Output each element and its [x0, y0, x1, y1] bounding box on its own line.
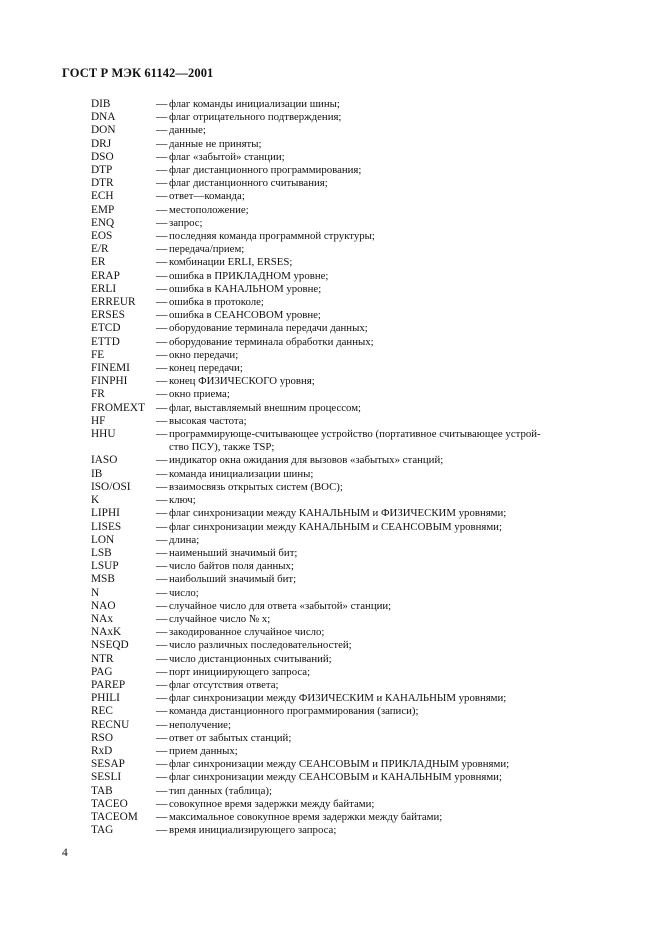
abbreviation-entry	[91, 230, 611, 243]
entry-dash: —	[156, 639, 168, 652]
abbreviation-term: DRJ	[91, 137, 112, 150]
abbreviation-term: ISO/OSI	[91, 480, 131, 493]
abbreviation-definition: комбинации ERLI, ERSES;	[169, 256, 293, 269]
abbreviation-entry	[91, 613, 611, 626]
abbreviation-term: LSB	[91, 546, 112, 559]
entry-dash: —	[156, 243, 168, 256]
abbreviation-entry	[91, 626, 611, 639]
page-header: ГОСТ Р МЭК 61142—2001	[62, 66, 214, 80]
entry-dash: —	[156, 150, 168, 163]
abbreviation-definition: число;	[169, 586, 199, 599]
abbreviation-definition: запрос;	[169, 216, 203, 229]
abbreviation-term: ECH	[91, 190, 114, 203]
abbreviation-term: SESLI	[91, 771, 122, 784]
entry-dash: —	[156, 824, 168, 837]
abbreviation-term: TAG	[91, 824, 114, 837]
abbreviation-term: NAx	[91, 612, 113, 625]
entry-dash: —	[156, 573, 168, 586]
abbreviation-definition: наименьший значимый бит;	[169, 546, 298, 559]
abbreviation-entry	[91, 190, 611, 203]
abbreviation-term: PAREP	[91, 678, 126, 691]
abbreviation-entry	[91, 785, 611, 798]
entry-dash: —	[156, 309, 168, 322]
abbreviation-term: ETCD	[91, 322, 121, 335]
abbreviation-term: LISES	[91, 520, 122, 533]
entry-dash: —	[156, 388, 168, 401]
abbreviation-definition: случайное число для ответа «забытой» станции;	[169, 599, 392, 612]
abbreviation-entry	[91, 151, 611, 164]
abbreviation-entry	[91, 454, 611, 467]
abbreviation-term: ER	[91, 256, 106, 269]
abbreviation-entry	[91, 336, 611, 349]
abbreviation-term: HF	[91, 414, 106, 427]
abbreviation-definition: ошибка в КАНАЛЬНОМ уровне;	[169, 282, 322, 295]
abbreviation-entry	[91, 824, 611, 837]
abbreviation-term: FINEMI	[91, 362, 130, 375]
abbreviation-definition: ошибка в протоколе;	[169, 296, 264, 309]
entry-dash: —	[156, 744, 168, 757]
abbreviation-definition: флаг «забытой» станции;	[169, 150, 285, 163]
entry-dash: —	[156, 692, 168, 705]
abbreviation-entry	[91, 481, 611, 494]
entry-dash: —	[156, 203, 168, 216]
abbreviation-term: NAxK	[91, 626, 122, 639]
abbreviation-term: IASO	[91, 454, 118, 467]
abbreviation-entry	[91, 204, 611, 217]
entry-dash: —	[156, 731, 168, 744]
abbreviation-term: E/R	[91, 243, 109, 256]
abbreviation-definition: конец передачи;	[169, 362, 243, 375]
abbreviation-entry	[91, 653, 611, 666]
abbreviation-entry	[91, 164, 611, 177]
abbreviation-definition: число байтов поля данных;	[169, 560, 294, 573]
entry-dash: —	[156, 758, 168, 771]
abbreviation-entry	[91, 468, 611, 481]
abbreviation-term: DSO	[91, 150, 114, 163]
abbreviation-definition: оборудование терминала обработки данных;	[169, 335, 374, 348]
abbreviation-entry	[91, 798, 611, 811]
abbreviation-entry	[91, 560, 611, 573]
entry-dash: —	[156, 626, 168, 639]
entry-dash: —	[156, 414, 168, 427]
abbreviation-term: IB	[91, 467, 103, 480]
entry-dash: —	[156, 124, 168, 137]
entry-dash: —	[156, 652, 168, 665]
entry-dash: —	[156, 164, 168, 177]
abbreviation-definition: команда инициализации шины;	[169, 467, 314, 480]
abbreviation-entry	[91, 322, 611, 335]
abbreviation-entry	[91, 666, 611, 679]
abbreviation-definition: данные не приняты;	[169, 137, 262, 150]
abbreviation-definition: высокая частота;	[169, 414, 247, 427]
abbreviation-entry	[91, 375, 611, 388]
entry-dash: —	[156, 771, 168, 784]
abbreviation-entry	[91, 719, 611, 732]
abbreviation-list	[91, 98, 611, 837]
abbreviation-definition: флаг синхронизации между ФИЗИЧЕСКИМ и КАНАЛЬНЫМ уровнями;	[169, 692, 507, 705]
entry-dash: —	[156, 678, 168, 691]
abbreviation-definition: окно приема;	[169, 388, 230, 401]
entry-dash: —	[156, 362, 168, 375]
abbreviation-term: EOS	[91, 230, 113, 243]
abbreviation-term: SESAP	[91, 758, 125, 771]
entry-dash: —	[156, 322, 168, 335]
entry-dash: —	[156, 335, 168, 348]
abbreviation-entry	[91, 283, 611, 296]
abbreviation-term: K	[91, 494, 100, 507]
abbreviation-definition: время инициализирующего запроса;	[169, 824, 337, 837]
abbreviation-entry	[91, 692, 611, 705]
abbreviation-term: RECNU	[91, 718, 130, 731]
abbreviation-term: LSUP	[91, 560, 119, 573]
abbreviation-definition: программирующе-считывающее устройство (портативное считывающее устрой-	[169, 428, 541, 441]
abbreviation-entry	[91, 811, 611, 824]
abbreviation-term: TACEOM	[91, 810, 138, 823]
abbreviation-term: RSO	[91, 731, 113, 744]
abbreviation-term: ETTD	[91, 335, 120, 348]
abbreviation-term: ERSES	[91, 309, 125, 322]
entry-dash: —	[156, 586, 168, 599]
abbreviation-term: TACEO	[91, 797, 128, 810]
abbreviation-definition: флаг синхронизации между КАНАЛЬНЫМ и СЕАНСОВЫМ уровнями;	[169, 520, 502, 533]
abbreviation-term: ENQ	[91, 216, 115, 229]
abbreviation-definition: флаг синхронизации между КАНАЛЬНЫМ и ФИЗИЧЕСКИМ уровнями;	[169, 507, 507, 520]
abbreviation-term: FINPHI	[91, 375, 128, 388]
abbreviation-term: ERLI	[91, 282, 117, 295]
abbreviation-entry	[91, 111, 611, 124]
entry-dash: —	[156, 230, 168, 243]
abbreviation-definition: случайное число № x;	[169, 612, 271, 625]
page-number: 4	[62, 847, 68, 859]
entry-dash: —	[156, 256, 168, 269]
abbreviation-definition: флаг команды инициализации шины;	[169, 98, 340, 110]
abbreviation-term: ERREUR	[91, 296, 136, 309]
abbreviation-definition: ошибка в СЕАНСОВОМ уровне;	[169, 309, 321, 322]
abbreviation-definition: флаг, выставляемый внешним процессом;	[169, 401, 362, 414]
abbreviation-definition: длина;	[169, 533, 200, 546]
entry-dash: —	[156, 705, 168, 718]
abbreviation-term: TAB	[91, 784, 113, 797]
abbreviation-entry	[91, 771, 611, 784]
abbreviation-definition: флаг отрицательного подтверждения;	[169, 111, 342, 124]
abbreviation-term: EMP	[91, 203, 115, 216]
abbreviation-entry	[91, 177, 611, 190]
abbreviation-entry	[91, 296, 611, 309]
abbreviation-definition: ответ—команда;	[169, 190, 245, 203]
abbreviation-entry	[91, 639, 611, 652]
abbreviation-term: NSEQD	[91, 639, 129, 652]
abbreviation-definition: ключ;	[169, 494, 196, 507]
abbreviation-term: PAG	[91, 665, 113, 678]
abbreviation-term: DNA	[91, 111, 116, 124]
abbreviation-entry	[91, 745, 611, 758]
abbreviation-entry	[91, 534, 611, 547]
entry-dash: —	[156, 137, 168, 150]
abbreviation-term: MSB	[91, 573, 115, 586]
entry-dash: —	[156, 533, 168, 546]
entry-dash: —	[156, 428, 168, 441]
abbreviation-definition: ошибка в ПРИКЛАДНОМ уровне;	[169, 269, 329, 282]
abbreviation-definition: конец ФИЗИЧЕСКОГО уровня;	[169, 375, 315, 388]
abbreviation-entry	[91, 428, 611, 441]
abbreviation-term: LIPHI	[91, 507, 120, 520]
abbreviation-entry	[91, 124, 611, 137]
abbreviation-entry	[91, 573, 611, 586]
entry-dash: —	[156, 216, 168, 229]
entry-dash: —	[156, 348, 168, 361]
entry-dash: —	[156, 520, 168, 533]
abbreviation-entry	[91, 732, 611, 745]
abbreviation-definition: флаг отсутствия ответа;	[169, 678, 279, 691]
entry-dash: —	[156, 177, 168, 190]
abbreviation-entry	[91, 138, 611, 151]
abbreviation-entry	[91, 243, 611, 256]
abbreviation-entry	[91, 309, 611, 322]
entry-dash: —	[156, 111, 168, 124]
abbreviation-entry	[91, 600, 611, 613]
entry-dash: —	[156, 560, 168, 573]
abbreviation-definition: флаг дистанционного программирования;	[169, 164, 362, 177]
abbreviation-definition: прием данных;	[169, 744, 238, 757]
abbreviation-definition: число различных последовательностей;	[169, 639, 352, 652]
entry-dash: —	[156, 375, 168, 388]
abbreviation-definition: флаг дистанционного считывания;	[169, 177, 328, 190]
abbreviation-entry	[91, 388, 611, 401]
abbreviation-entry	[91, 256, 611, 269]
abbreviation-definition: окно передачи;	[169, 348, 239, 361]
abbreviation-definition: наибольший значимый бит;	[169, 573, 297, 586]
entry-dash: —	[156, 494, 168, 507]
abbreviation-definition: порт инициирующего запроса;	[169, 665, 311, 678]
abbreviation-definition: последняя команда программной структуры;	[169, 230, 375, 243]
abbreviation-definition: неполучение;	[169, 718, 231, 731]
abbreviation-term: FR	[91, 388, 105, 401]
entry-dash: —	[156, 507, 168, 520]
abbreviation-entry	[91, 494, 611, 507]
entry-dash: —	[156, 269, 168, 282]
abbreviation-entry	[91, 507, 611, 520]
abbreviation-term: NAO	[91, 599, 116, 612]
abbreviation-term: DON	[91, 124, 116, 137]
abbreviation-term: RxD	[91, 744, 113, 757]
abbreviation-entry	[91, 587, 611, 600]
entry-dash: —	[156, 296, 168, 309]
abbreviation-definition: местоположение;	[169, 203, 249, 216]
abbreviation-definition: закодированное случайное число;	[169, 626, 325, 639]
abbreviation-term: DTR	[91, 177, 114, 190]
definition-continuation: ство ПСУ), также TSP;	[169, 441, 275, 454]
entry-dash: —	[156, 282, 168, 295]
abbreviation-definition: совокупное время задержки между байтами;	[169, 797, 375, 810]
abbreviation-term: NTR	[91, 652, 114, 665]
entry-dash: —	[156, 718, 168, 731]
entry-dash: —	[156, 480, 168, 493]
entry-dash: —	[156, 665, 168, 678]
abbreviation-definition: команда дистанционного программирования (записи);	[169, 705, 419, 718]
abbreviation-definition: максимальное совокупное время задержки между байтами;	[169, 810, 443, 823]
abbreviation-term: N	[91, 586, 100, 599]
abbreviation-entry	[91, 521, 611, 534]
abbreviation-definition: флаг синхронизации между СЕАНСОВЫМ и КАНАЛЬНЫМ уровнями;	[169, 771, 502, 784]
abbreviation-definition: число дистанционных считываний;	[169, 652, 332, 665]
entry-dash: —	[156, 467, 168, 480]
abbreviation-entry	[91, 705, 611, 718]
entry-dash: —	[156, 190, 168, 203]
abbreviation-definition: тип данных (таблица);	[169, 784, 272, 797]
abbreviation-term: HHU	[91, 428, 116, 441]
abbreviation-definition: флаг синхронизации между СЕАНСОВЫМ и ПРИКЛАДНЫМ уровнями;	[169, 758, 510, 771]
abbreviation-term: FROMEXT	[91, 401, 145, 414]
entry-dash: —	[156, 797, 168, 810]
entry-dash: —	[156, 98, 168, 110]
abbreviation-definition: оборудование терминала передачи данных;	[169, 322, 368, 335]
entry-dash: —	[156, 401, 168, 414]
entry-dash: —	[156, 612, 168, 625]
abbreviation-entry	[91, 217, 611, 230]
abbreviation-term: ERAP	[91, 269, 120, 282]
abbreviation-term: REC	[91, 705, 113, 718]
abbreviation-entry	[91, 402, 611, 415]
abbreviation-entry	[91, 758, 611, 771]
abbreviation-term: FE	[91, 348, 105, 361]
abbreviation-entry	[91, 415, 611, 428]
entry-dash: —	[156, 810, 168, 823]
abbreviation-definition: данные;	[169, 124, 206, 137]
abbreviation-definition: индикатор окна ожидания для вызовов «забытых» станций;	[169, 454, 444, 467]
entry-dash: —	[156, 454, 168, 467]
abbreviation-term: LON	[91, 533, 115, 546]
abbreviation-entry	[91, 349, 611, 362]
abbreviation-definition: взаимосвязь открытых систем (ВОС);	[169, 480, 343, 493]
entry-dash: —	[156, 784, 168, 797]
abbreviation-entry	[91, 98, 611, 111]
abbreviation-term: PHILI	[91, 692, 120, 705]
abbreviation-entry	[91, 679, 611, 692]
abbreviation-definition: ответ от забытых станций;	[169, 731, 292, 744]
abbreviation-term: DIB	[91, 98, 111, 110]
entry-dash: —	[156, 546, 168, 559]
abbreviation-entry	[91, 270, 611, 283]
abbreviation-term: DTP	[91, 164, 113, 177]
abbreviation-entry	[91, 362, 611, 375]
abbreviation-entry	[91, 547, 611, 560]
entry-dash: —	[156, 599, 168, 612]
abbreviation-definition: передача/прием;	[169, 243, 245, 256]
